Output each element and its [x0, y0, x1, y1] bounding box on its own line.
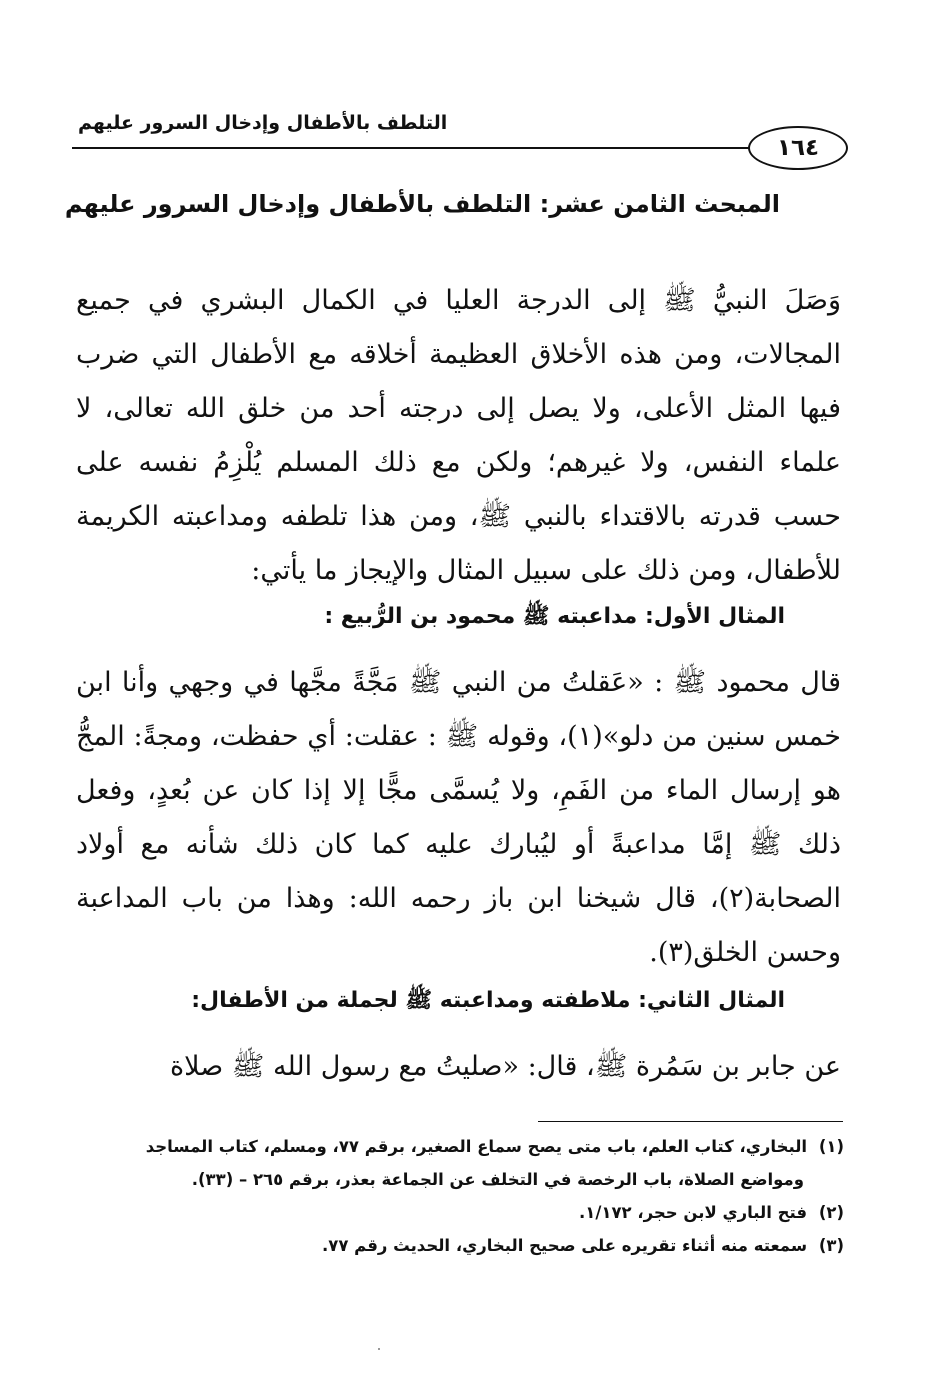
example-1-paragraph: قال محمود ﷺ : «عَقلتُ من النبي ﷺ مَجَّةً مجَّها في وجهي وأنا ابن خمس سنين من دلو»(١)، وقوله ﷺ : عقلت: أي حفظت، ومجةً: المجُّ هو إرسال الماء من الفَمِ، ولا يُسمَّى مجًّا إلا إذا كان عن بُعدٍ، وفعل ذلك ﷺ إمَّا مداعبةً أو ليُبارك عليه كما كان ذلك شأنه مع أولاد الصحابة(٢)، قال شيخنا ابن باز رحمه الله: وهذا من باب المداعبة وحسن الخلق(٣). — [76, 667, 841, 968]
section-heading: المبحث الثامن عشر: التلطف بالأطفال وإدخال السرور عليهم — [64, 190, 780, 218]
page-number: ١٦٤ — [776, 135, 820, 161]
footnote-2-text: فتح الباري لابن حجر، ١/١٧٢. — [579, 1203, 808, 1222]
example-2-heading: المثال الثاني: ملاطفته ومداعبته ﷺ لجملة من الأطفال: — [191, 988, 785, 1013]
footnote-divider — [538, 1121, 843, 1122]
footnote-1-line-2: ومواضع الصلاة، باب الرخصة في التخلف عن الجماعة بعذر، برقم ٢٦٥ – (٣٣). — [191, 1170, 804, 1189]
footnote-3-number: (٣) — [818, 1236, 844, 1255]
example-2-paragraph: عن جابر بن سَمُرة ﷺ، قال: «صليتُ مع رسول الله ﷺ صلاة — [170, 1051, 841, 1082]
footnote-2-number: (٢) — [818, 1203, 844, 1222]
footnote-1 — [76, 1130, 844, 1163]
footnote-1-continuation — [76, 1163, 844, 1196]
running-header-title: التلطف بالأطفال وإدخال السرور عليهم — [78, 112, 448, 134]
scan-speck — [378, 1348, 380, 1350]
footnote-2 — [76, 1196, 844, 1229]
header-divider — [72, 147, 762, 149]
footnote-3-text: سمعته منه أثناء تقريره على صحيح البخاري، الحديث رقم ٧٧. — [321, 1236, 808, 1255]
intro-paragraph: وَصَلَ النبيُّ ﷺ إلى الدرجة العليا في الكمال البشري في جميع المجالات، ومن هذه الأخلاق العظيمة أخلاقه مع الأطفال التي ضرب فيها المثل الأعلى، ولا يصل إلى درجته أحد من خلق الله تعالى، لا علماء النفس، ولا غيرهم؛ ولكن مع ذلك المسلم يُلْزِمُ نفسه على حسب قدرته بالاقتداء بالنبي ﷺ، ومن هذا تلطفه ومداعبته الكريمة للأطفال، ومن ذلك على سبيل المثال والإيجاز ما يأتي: — [76, 285, 841, 586]
example-1-heading: المثال الأول: مداعبته ﷺ محمود بن الرُّبيع : — [324, 604, 785, 629]
page-number-badge — [748, 126, 848, 170]
footnote-3 — [76, 1229, 844, 1262]
footnote-1-number: (١) — [818, 1137, 844, 1156]
footnote-1-line-1: البخاري، كتاب العلم، باب متى يصح سماع الصغير، برقم ٧٧، ومسلم، كتاب المساجد — [145, 1137, 808, 1156]
footnotes — [76, 1130, 844, 1262]
